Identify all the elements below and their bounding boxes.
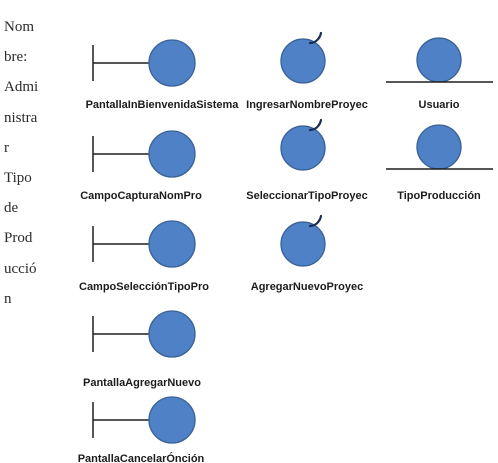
entity-circle [417, 38, 461, 82]
side-label-line: Tipo [4, 170, 32, 187]
side-label-line: nistra [4, 109, 38, 126]
control-circle [281, 39, 325, 83]
entity-circle [417, 125, 461, 169]
side-label-line: Nom [4, 19, 34, 35]
side-label-line: r [4, 139, 9, 156]
boundary-label: CampoCapturaNomPro [80, 190, 202, 202]
side-label-line: bre: [4, 49, 28, 66]
side-label-line: ucció [4, 260, 37, 277]
boundary-label: PantallaCancelarÓnción [77, 453, 205, 463]
boundary-circle [149, 221, 195, 267]
boundary-object [79, 221, 209, 293]
control-label: IngresarNombreProyec [246, 99, 368, 111]
side-label-line: n [4, 290, 12, 307]
control-object [246, 120, 367, 202]
boundary-object [78, 397, 205, 463]
boundary-label: PantallaInBienvenidaSistema [85, 99, 239, 111]
boundary-circle [149, 40, 195, 86]
boundary-circle [149, 131, 195, 177]
boundary-object [80, 131, 202, 202]
control-circle [281, 126, 325, 170]
side-label-line: de [4, 200, 19, 217]
control-label: AgregarNuevoProyec [250, 281, 364, 293]
boundary-label: PantallaAgregarNuevo [83, 377, 201, 389]
control-circle [281, 222, 325, 266]
side-label-line: Admi [4, 79, 39, 96]
control-label: SeleccionarTipoProyec [246, 190, 368, 202]
entity-label: TipoProducción [397, 190, 481, 202]
boundary-object [86, 40, 240, 111]
entity-object [386, 38, 493, 111]
boundary-circle [149, 311, 195, 357]
control-object [251, 216, 364, 293]
entity-object [386, 125, 493, 202]
control-object [246, 33, 368, 111]
side-label-line: Prod [4, 230, 33, 247]
boundary-label: CampoSelecciónTipoPro [79, 281, 209, 293]
boundary-circle [149, 397, 195, 443]
boundary-object [83, 311, 201, 389]
entity-label: Usuario [418, 99, 460, 111]
